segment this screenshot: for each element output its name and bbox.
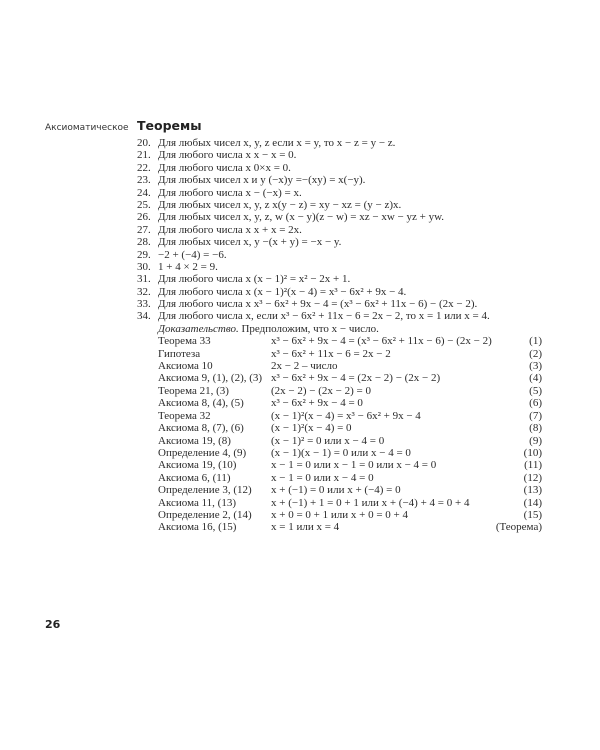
theorem-text: Для любого числа x (x − 1)² = x² − 2x + 1.	[158, 273, 351, 286]
proof-reason: Аксиома 11, (13)	[158, 496, 237, 509]
proof-step	[158, 521, 542, 533]
proof-step-number: (2)	[529, 347, 542, 360]
theorem-number: 30.	[137, 260, 151, 273]
proof-intro	[137, 323, 557, 335]
proof-step-number: (9)	[529, 434, 542, 447]
proof-expression: x³ − 6x² + 11x − 6 = 2x − 2	[271, 347, 391, 360]
theorem-number: 34.	[137, 310, 151, 323]
theorem-line	[137, 174, 557, 186]
proof-step-number: (10)	[523, 446, 542, 459]
page-number: 26	[45, 618, 61, 631]
proof-step	[158, 397, 542, 409]
theorem-number: 24.	[137, 186, 151, 199]
proof-reason: Определение 3, (12)	[158, 484, 252, 497]
proof-expression: x − 1 = 0 или x − 1 = 0 или x − 4 = 0	[271, 459, 437, 472]
proof-step	[158, 372, 542, 384]
proof-expression: (x − 1)² = 0 или x − 4 = 0	[271, 434, 385, 447]
proof-intro-text: Предположим, что x − число.	[238, 322, 379, 335]
proof-expression: (x − 1)²(x − 4) = x³ − 6x² + 9x − 4	[271, 409, 421, 422]
proof-step-number: (12)	[523, 471, 542, 484]
theorem-number: 28.	[137, 236, 151, 249]
theorem-line	[137, 273, 557, 285]
proof-step-number: (5)	[529, 384, 542, 397]
proof-step	[158, 335, 542, 347]
side-label: Аксиоматическое	[45, 123, 129, 133]
proof-step-number: (7)	[529, 409, 542, 422]
theorem-text: 1 + 4 × 2 = 9.	[158, 260, 218, 273]
proof-reason: Аксиома 19, (8)	[158, 434, 231, 447]
theorem-line	[137, 137, 557, 149]
theorem-number: 22.	[137, 161, 151, 174]
theorem-text: Для любых чисел x, y, z если x = y, то x − z = y − z.	[158, 137, 396, 149]
proof-step-number: (1)	[529, 335, 542, 348]
proof-expression: x + (−1) + 1 = 0 + 1 или x + (−4) + 4 = 0 + 4	[271, 496, 470, 509]
theorem-text: Для любого числа x x − x = 0.	[158, 149, 297, 162]
proof-step-number: (14)	[523, 496, 542, 509]
proof-step	[158, 410, 542, 422]
theorem-text: −2 + (−4) = −6.	[158, 248, 227, 261]
proof-expression: (2x − 2) − (2x − 2) = 0	[271, 384, 371, 397]
proof-expression: (x − 1)(x − 1) = 0 или x − 4 = 0	[271, 446, 411, 459]
proof-expression: x³ − 6x² + 9x − 4 = (x³ − 6x² + 11x − 6) − (2x − 2)	[271, 335, 492, 348]
proof-step	[158, 360, 542, 372]
proof-reason: Аксиома 9, (1), (2), (3)	[158, 372, 263, 385]
theorem-line	[137, 211, 557, 223]
theorem-line	[137, 286, 557, 298]
proof-step	[158, 497, 542, 509]
proof-step-number: (13)	[523, 484, 542, 497]
theorem-number: 20.	[137, 137, 151, 149]
theorem-text: Для любого числа x x + x = 2x.	[158, 223, 302, 236]
proof-step-number: (6)	[529, 397, 542, 410]
proof-reason: Гипотеза	[158, 347, 201, 360]
theorem-line	[137, 310, 557, 322]
proof-reason: Аксиома 6, (11)	[158, 471, 231, 484]
theorem-number: 26.	[137, 211, 151, 224]
section-heading: Теоремы	[137, 118, 202, 133]
proof-step	[158, 459, 542, 471]
proof-step	[158, 348, 542, 360]
proof-expression: 2x − 2 – число	[271, 360, 338, 373]
proof-expression: x + (−1) = 0 или x + (−4) = 0	[271, 484, 401, 497]
proof-reason: Теорема 33	[158, 335, 211, 348]
theorem-line	[137, 224, 557, 236]
theorem-number: 23.	[137, 174, 151, 187]
theorem-line	[137, 261, 557, 273]
proof-step	[158, 484, 542, 496]
proof-step-number: (8)	[529, 422, 542, 435]
proof-step-number: (4)	[529, 372, 542, 385]
theorem-number: 32.	[137, 285, 151, 298]
theorem-list	[137, 137, 557, 534]
theorem-number: 21.	[137, 149, 151, 162]
proof-step-number: (15)	[523, 508, 542, 521]
proof-expression: x³ − 6x² + 9x − 4 = 0	[271, 397, 363, 410]
theorem-number: 31.	[137, 273, 151, 286]
proof-reason: Аксиома 8, (7), (6)	[158, 422, 244, 435]
theorem-line	[137, 236, 557, 248]
proof-step	[158, 447, 542, 459]
theorem-text: Для любых чисел x, y, z x(y − z) = xy − xz = (y − z)x.	[158, 198, 402, 211]
proof-reason: Теорема 21, (3)	[158, 384, 229, 397]
theorem-text: Для любого числа x − (−x) = x.	[158, 186, 302, 199]
theorem-text: Для любого числа x, если x³ − 6x² + 11x − 6 = 2x − 2, то x = 1 или x = 4.	[158, 310, 490, 323]
theorem-line	[137, 162, 557, 174]
proof-expression: x³ − 6x² + 9x − 4 = (2x − 2) − (2x − 2)	[271, 372, 441, 385]
theorem-text: Для любого числа x x³ − 6x² + 9x − 4 = (x³ − 6x² + 11x − 6) − (2x − 2).	[158, 298, 478, 311]
theorem-line	[137, 199, 557, 211]
proof-step-number: (Теорема)	[495, 521, 542, 534]
proof-expression: x + 0 = 0 + 1 или x + 0 = 0 + 4	[271, 508, 408, 521]
proof-expression: (x − 1)²(x − 4) = 0	[271, 422, 352, 435]
theorem-number: 33.	[137, 298, 151, 311]
proof-step-number: (3)	[529, 360, 542, 373]
theorem-line	[137, 149, 557, 161]
proof-reason: Теорема 32	[158, 409, 211, 422]
theorem-number: 29.	[137, 248, 151, 261]
proof-step	[158, 385, 542, 397]
proof-reason: Аксиома 16, (15)	[158, 521, 237, 534]
theorem-number: 27.	[137, 223, 151, 236]
theorem-text: Для любых чисел x, y −(x + y) = −x − y.	[158, 236, 342, 249]
theorem-line	[137, 249, 557, 261]
proof-step	[158, 509, 542, 521]
proof-reason: Аксиома 8, (4), (5)	[158, 397, 244, 410]
theorem-number: 25.	[137, 198, 151, 211]
theorem-line	[137, 187, 557, 199]
proof-reason: Аксиома 10	[158, 360, 213, 373]
theorem-text: Для любых чисел x и y (−x)y =−(xy) = x(−y).	[158, 174, 366, 187]
proof-step	[158, 472, 542, 484]
proof-reason: Аксиома 19, (10)	[158, 459, 237, 472]
proof-label: Доказательство.	[158, 322, 239, 335]
proof-step	[158, 435, 542, 447]
theorem-text: Для любого числа x (x − 1)²(x − 4) = x³ − 6x² + 9x − 4.	[158, 285, 407, 298]
proof-expression: x = 1 или x = 4	[271, 521, 340, 534]
theorem-text: Для любого числа x 0×x = 0.	[158, 161, 291, 174]
theorem-text: Для любых чисел x, y, z, w (x − y)(z − w) = xz − xw − yz + yw.	[158, 211, 445, 224]
proof-step-number: (11)	[524, 459, 542, 472]
proof-reason: Определение 2, (14)	[158, 508, 252, 521]
proof-expression: x − 1 = 0 или x − 4 = 0	[271, 471, 374, 484]
proof-step	[158, 422, 542, 434]
proof-table	[158, 335, 542, 534]
proof-reason: Определение 4, (9)	[158, 446, 247, 459]
theorem-line	[137, 298, 557, 310]
